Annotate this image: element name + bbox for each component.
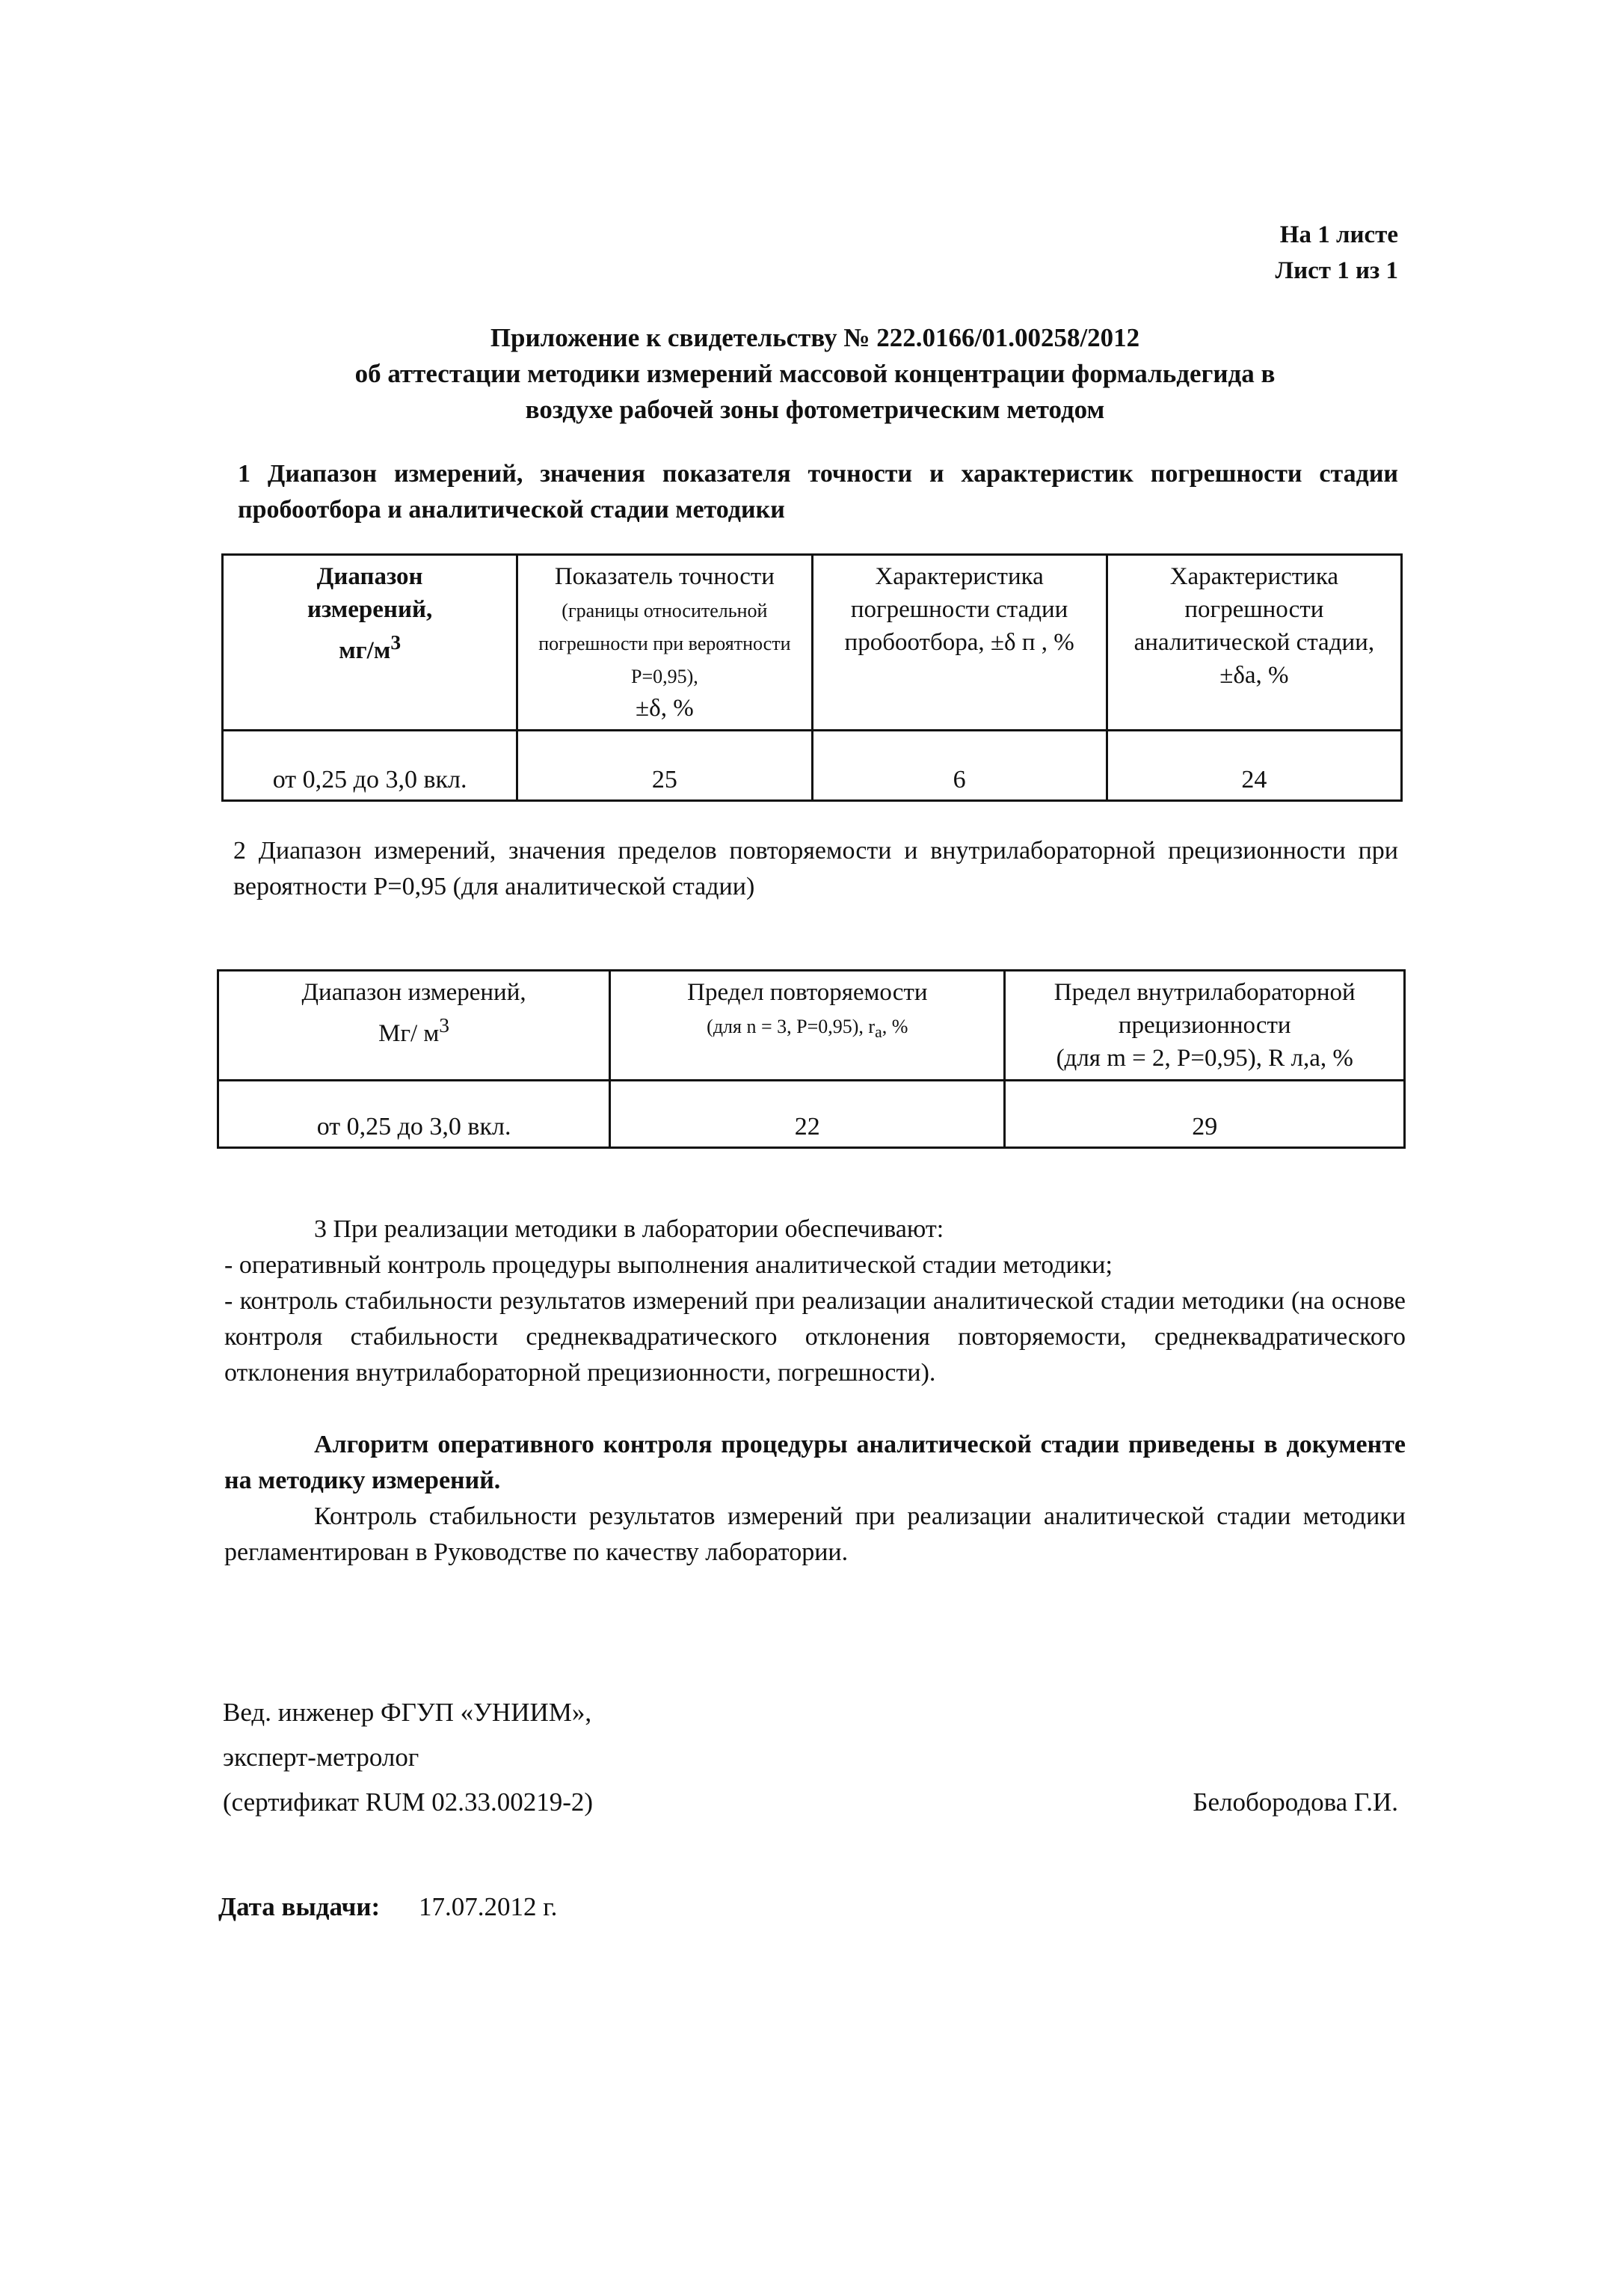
table-cell-intralab-precision: 29 xyxy=(1005,1081,1405,1148)
col-sampling-error-header: Характеристика погрешности стадии пробоотбора, ±δ п , % xyxy=(812,555,1107,731)
sheet-count: На 1 листе xyxy=(1279,221,1398,248)
table-row-range: от 0,25 до 3,0 вкл. xyxy=(218,1081,610,1148)
col-range-header: Диапазон измерений, Мг/ $м^3$ xyxy=(218,971,610,1081)
section3-item-operational-control: - оперативный контроль процедуры выполнения аналитической стадии методики; xyxy=(224,1251,1113,1279)
signer-role: эксперт-метролог xyxy=(223,1743,419,1772)
col-intralab-precision-header: Предел внутрилабораторной прецизионности (для m = 2, Р=0,95), R л,а, % xyxy=(1005,971,1405,1081)
signer-certificate: (сертификат RUM 02.33.00219-2) xyxy=(223,1787,594,1817)
issue-date-label: Дата выдачи: xyxy=(218,1892,381,1921)
col-analytical-error-header: Характеристика погрешности аналитической стадии, ±δа, % xyxy=(1107,555,1401,731)
document-subtitle-line1: об аттестации методики измерений массовой концентрации формальдегида в xyxy=(354,359,1276,388)
section3-intro: 3 При реализации методики в лаборатории обеспечивают: xyxy=(314,1215,944,1243)
section1-heading: 1 Диапазон измерений, значения показателя точности и характеристик погрешности стадии пробоотбора и аналитической стадии методики xyxy=(238,460,1398,524)
section2-heading: 2 Диапазон измерений, значения пределов повторяемости и внутрилабораторной прецизионности при вероятности Р=0,95 (для аналитической стадии) xyxy=(233,837,1398,900)
col-accuracy-header: Показатель точности (границы относительной погрешности при вероятности Р=0,95), ±δ, % xyxy=(517,555,812,731)
table-row-range: от 0,25 до 3,0 вкл. xyxy=(223,731,517,801)
sheet-number: Лист 1 из 1 xyxy=(1275,257,1398,284)
table-cell-analytical-error: 24 xyxy=(1107,731,1401,801)
table-cell-repeatability: 22 xyxy=(610,1081,1005,1148)
table-cell-sampling-error: 6 xyxy=(812,731,1107,801)
section3-quality-manual-paragraph: Контроль стабильности результатов измерений при реализации аналитической стадии методики регламентирован в Руководстве по качеству лаборатории. xyxy=(224,1502,1406,1566)
precision-table xyxy=(217,969,1406,1149)
document-subtitle-line2: воздухе рабочей зоны фотометрическим методом xyxy=(525,395,1105,424)
section3-item-stability-control: - контроль стабильности результатов измерений при реализации аналитической стадии методики (на основе контроля стабильности среднеквадратического отклонения повторяемости, среднеквадратического отклонения внутрилабораторной прецизионности, погрешности). xyxy=(224,1287,1406,1387)
accuracy-table xyxy=(221,553,1403,802)
document-title: Приложение к свидетельству № 222.0166/01.00258/2012 xyxy=(490,323,1140,352)
section3-algorithm-paragraph: Алгоритм оперативного контроля процедуры аналитической стадии приведены в документе на методику измерений. xyxy=(224,1431,1406,1494)
signer-position: Вед. инженер ФГУП «УНИИМ», xyxy=(223,1698,592,1727)
col-range-header: Диапазон измерений, $мг/м^3$ xyxy=(223,555,517,731)
signer-name: Белобородова Г.И. xyxy=(1193,1787,1398,1817)
table-cell-accuracy: 25 xyxy=(517,731,812,801)
issue-date: 17.07.2012 г. xyxy=(419,1892,558,1921)
col-repeatability-header: Предел повторяемости (для n = 3, Р=0,95), $r_а$, % xyxy=(610,971,1005,1081)
